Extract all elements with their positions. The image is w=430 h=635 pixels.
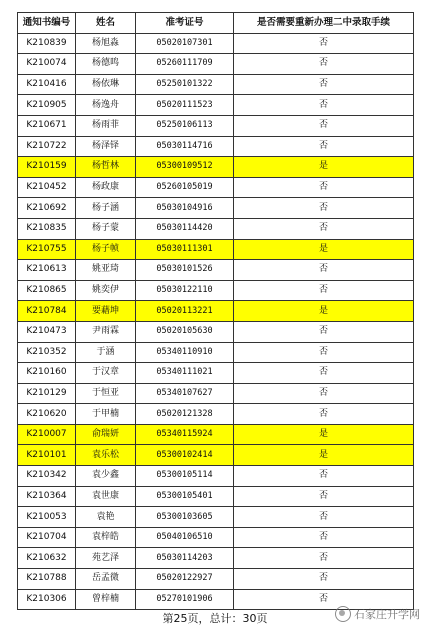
cell-notice-number: K210905 (18, 95, 76, 116)
cell-notice-number: K210416 (18, 74, 76, 95)
cell-name: 杨子涵 (76, 198, 136, 219)
watermark-text: 石家庄升学网 (354, 608, 420, 621)
cell-exam-number: 05020122927 (136, 569, 234, 590)
cell-reprocess: 否 (234, 54, 414, 75)
cell-exam-number: 05030104916 (136, 198, 234, 219)
cell-notice-number: K210452 (18, 177, 76, 198)
cell-name: 姚亚琦 (76, 260, 136, 281)
header-notice-number: 通知书编号 (18, 13, 76, 34)
table-row (18, 157, 414, 178)
cell-reprocess: 否 (234, 569, 414, 590)
cell-reprocess: 否 (234, 589, 414, 610)
cell-exam-number: 05250101322 (136, 74, 234, 95)
table-row (18, 218, 414, 239)
cell-reprocess: 否 (234, 177, 414, 198)
table-row (18, 548, 414, 569)
cell-name: 杨雨菲 (76, 115, 136, 136)
cell-name: 杨泽铎 (76, 136, 136, 157)
table-row (18, 321, 414, 342)
cell-reprocess: 是 (234, 301, 414, 322)
cell-reprocess: 是 (234, 157, 414, 178)
cell-exam-number: 05020121328 (136, 404, 234, 425)
cell-notice-number: K210835 (18, 218, 76, 239)
cell-notice-number: K210620 (18, 404, 76, 425)
cell-name: 袁少鑫 (76, 466, 136, 487)
page-indicator: 第25页，总计：30页 (162, 612, 268, 625)
table-row (18, 198, 414, 219)
cell-reprocess: 否 (234, 342, 414, 363)
cell-exam-number: 05340107627 (136, 383, 234, 404)
cell-notice-number: K210342 (18, 466, 76, 487)
cell-notice-number: K210722 (18, 136, 76, 157)
cell-exam-number: 05340110910 (136, 342, 234, 363)
cell-name: 杨子蒙 (76, 218, 136, 239)
cell-reprocess: 是 (234, 445, 414, 466)
cell-name: 袁梓皓 (76, 527, 136, 548)
cell-exam-number: 05300102414 (136, 445, 234, 466)
cell-name: 尹雨霖 (76, 321, 136, 342)
cell-notice-number: K210364 (18, 486, 76, 507)
cell-notice-number: K210788 (18, 569, 76, 590)
cell-notice-number: K210306 (18, 589, 76, 610)
cell-exam-number: 05260111709 (136, 54, 234, 75)
cell-name: 于汉章 (76, 363, 136, 384)
table-row (18, 54, 414, 75)
cell-notice-number: K210865 (18, 280, 76, 301)
cell-reprocess: 否 (234, 363, 414, 384)
table-row (18, 260, 414, 281)
cell-reprocess: 否 (234, 486, 414, 507)
cell-exam-number: 05030111301 (136, 239, 234, 260)
wechat-icon (335, 606, 351, 622)
cell-notice-number: K210101 (18, 445, 76, 466)
cell-exam-number: 05300109512 (136, 157, 234, 178)
header-exam-number: 准考证号 (136, 13, 234, 34)
cell-name: 杨依琳 (76, 74, 136, 95)
cell-exam-number: 05030114203 (136, 548, 234, 569)
cell-exam-number: 05340115924 (136, 424, 234, 445)
cell-notice-number: K210613 (18, 260, 76, 281)
admission-table (17, 12, 414, 610)
cell-exam-number: 05020113221 (136, 301, 234, 322)
cell-notice-number: K210632 (18, 548, 76, 569)
cell-name: 曾梓楠 (76, 589, 136, 610)
cell-notice-number: K210839 (18, 33, 76, 54)
table-row (18, 569, 414, 590)
table-header-row (18, 13, 414, 34)
cell-name: 于涵 (76, 342, 136, 363)
cell-name: 苑艺泽 (76, 548, 136, 569)
cell-reprocess: 否 (234, 115, 414, 136)
table-row (18, 115, 414, 136)
table-row (18, 95, 414, 116)
cell-exam-number: 05300105401 (136, 486, 234, 507)
table-row (18, 424, 414, 445)
cell-name: 杨逸舟 (76, 95, 136, 116)
cell-name: 要藉坤 (76, 301, 136, 322)
cell-reprocess: 否 (234, 33, 414, 54)
cell-reprocess: 否 (234, 383, 414, 404)
cell-notice-number: K210671 (18, 115, 76, 136)
cell-reprocess: 否 (234, 548, 414, 569)
cell-notice-number: K210159 (18, 157, 76, 178)
cell-reprocess: 否 (234, 218, 414, 239)
cell-notice-number: K210704 (18, 527, 76, 548)
table-row (18, 136, 414, 157)
table-row (18, 33, 414, 54)
cell-exam-number: 05300105114 (136, 466, 234, 487)
table-row (18, 445, 414, 466)
cell-notice-number: K210692 (18, 198, 76, 219)
cell-exam-number: 05020107301 (136, 33, 234, 54)
table-row (18, 507, 414, 528)
cell-reprocess: 是 (234, 424, 414, 445)
cell-name: 于恒亚 (76, 383, 136, 404)
cell-notice-number: K210160 (18, 363, 76, 384)
table-row (18, 404, 414, 425)
cell-reprocess: 否 (234, 74, 414, 95)
cell-reprocess: 否 (234, 507, 414, 528)
table-row (18, 466, 414, 487)
cell-exam-number: 05250106113 (136, 115, 234, 136)
table-row (18, 177, 414, 198)
cell-exam-number: 05030101526 (136, 260, 234, 281)
table-body (18, 33, 414, 610)
table-row (18, 74, 414, 95)
table-row (18, 280, 414, 301)
cell-exam-number: 05020105630 (136, 321, 234, 342)
table-row (18, 301, 414, 322)
cell-notice-number: K210129 (18, 383, 76, 404)
cell-reprocess: 否 (234, 321, 414, 342)
cell-exam-number: 05300103605 (136, 507, 234, 528)
table-row (18, 527, 414, 548)
cell-exam-number: 05340111021 (136, 363, 234, 384)
cell-notice-number: K210053 (18, 507, 76, 528)
header-reprocess: 是否需要重新办理二中录取手续 (234, 13, 414, 34)
cell-exam-number: 05030114420 (136, 218, 234, 239)
cell-notice-number: K210352 (18, 342, 76, 363)
cell-notice-number: K210473 (18, 321, 76, 342)
cell-notice-number: K210784 (18, 301, 76, 322)
cell-name: 杨旭淼 (76, 33, 136, 54)
cell-reprocess: 否 (234, 280, 414, 301)
table-row (18, 486, 414, 507)
cell-notice-number: K210007 (18, 424, 76, 445)
watermark (335, 606, 420, 622)
table-row (18, 383, 414, 404)
cell-exam-number: 05260105019 (136, 177, 234, 198)
cell-name: 杨哲林 (76, 157, 136, 178)
cell-notice-number: K210074 (18, 54, 76, 75)
cell-reprocess: 否 (234, 198, 414, 219)
cell-name: 杨政康 (76, 177, 136, 198)
cell-name: 俞瑞妍 (76, 424, 136, 445)
cell-reprocess: 否 (234, 404, 414, 425)
cell-reprocess: 否 (234, 95, 414, 116)
cell-name: 杨子帧 (76, 239, 136, 260)
cell-name: 姚奕伊 (76, 280, 136, 301)
table-row (18, 239, 414, 260)
cell-reprocess: 是 (234, 239, 414, 260)
cell-reprocess: 否 (234, 136, 414, 157)
cell-exam-number: 05020111523 (136, 95, 234, 116)
table-row (18, 363, 414, 384)
cell-name: 岳孟微 (76, 569, 136, 590)
cell-name: 袁世康 (76, 486, 136, 507)
cell-notice-number: K210755 (18, 239, 76, 260)
cell-name: 于甲楠 (76, 404, 136, 425)
cell-name: 袁艳 (76, 507, 136, 528)
table-row (18, 342, 414, 363)
cell-reprocess: 否 (234, 260, 414, 281)
cell-exam-number: 05040106510 (136, 527, 234, 548)
header-name: 姓名 (76, 13, 136, 34)
cell-name: 杨德鸣 (76, 54, 136, 75)
cell-reprocess: 否 (234, 527, 414, 548)
cell-exam-number: 05030122110 (136, 280, 234, 301)
cell-name: 袁乐松 (76, 445, 136, 466)
cell-exam-number: 05030114716 (136, 136, 234, 157)
cell-exam-number: 05270101906 (136, 589, 234, 610)
cell-reprocess: 否 (234, 466, 414, 487)
